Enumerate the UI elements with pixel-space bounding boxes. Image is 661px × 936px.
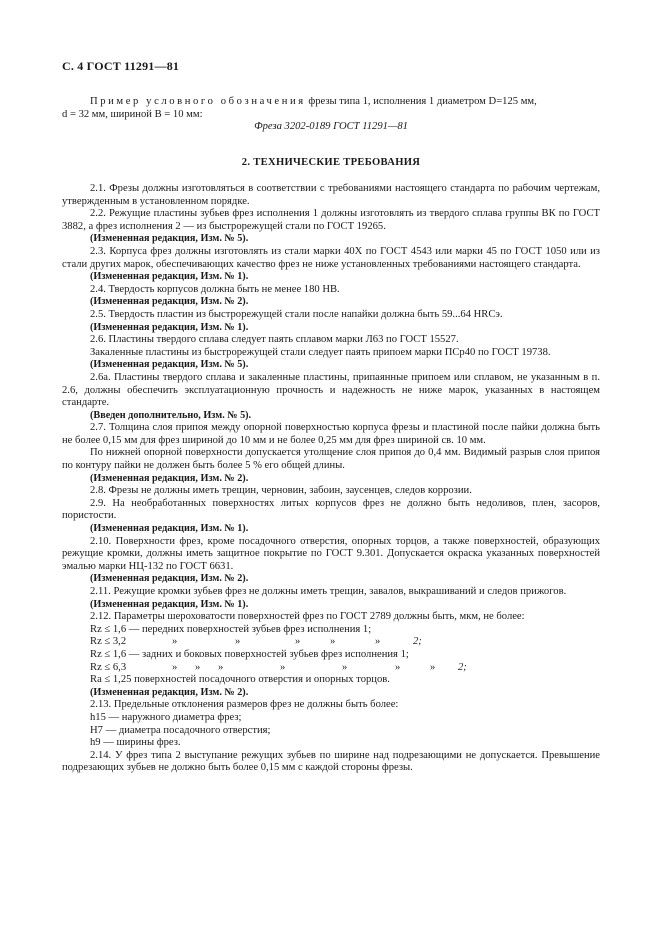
ditto-mark: » — [195, 661, 201, 673]
requirements-text — [62, 183, 600, 775]
ditto-mark: » — [295, 636, 301, 648]
amendment-note: (Измененная редакция, Изм. № 2). — [90, 296, 249, 308]
amendment-note: (Введен дополнительно, Изм. № 5). — [90, 409, 252, 421]
amendment-note: (Измененная редакция, Изм. № 1). — [90, 523, 249, 535]
para-2-6: 2.6. Пластины твердого сплава следует паять сплавом марки Л63 по ГОСТ 15527. — [90, 334, 459, 346]
roughness-item: Rz ≤ 1,6 — задних и боковых поверхностей зубьев фрез исполнения 1; — [90, 648, 409, 660]
example-line2: d = 32 мм, шириной B = 10 мм: — [62, 108, 203, 120]
amendment-note: (Измененная редакция, Изм. № 5). — [90, 359, 249, 371]
para-2-6-b: Закаленные пластины из быстрорежущей стали следует паять припоем марки ПСр40 по ГОСТ 19738. — [90, 346, 551, 358]
para-2-1: 2.1. Фрезы должны изготовляться в соответствии с требованиями настоящего стандарта по рабочим чертежам, утвержденным в установленном порядке. — [62, 183, 600, 207]
ditto-mark: » — [172, 661, 178, 673]
amendment-note: (Измененная редакция, Изм. № 2). — [90, 686, 249, 698]
para-2-14: 2.14. У фрез типа 2 выступание режущих зубьев по ширине над подрезающими не допускается. Превышение подрезающих зубьев не должно быть более 0,15 мм с каждой стороны фрезы. — [62, 749, 600, 774]
roughness-item: Rz ≤ 3,2 » » » » » 2; — [90, 636, 422, 648]
para-2-13: 2.13. Предельные отклонения размеров фрез не должны быть более: — [90, 699, 399, 711]
amendment-note: (Измененная редакция, Изм. № 1). — [90, 598, 249, 610]
page-header: С. 4 ГОСТ 11291—81 — [62, 59, 180, 73]
para-2-12: 2.12. Параметры шероховатости поверхностей фрез по ГОСТ 2789 должны быть, мкм, не более: — [90, 611, 525, 623]
para-2-2: 2.2. Режущие пластины зубьев фрез исполнения 1 должны изготовлять из твердого сплава группы ВК по ГОСТ 3882, а фрез исполнения 2 — из быстрорежущей стали по ГОСТ 19265. — [62, 208, 600, 232]
para-2-3: 2.3. Корпуса фрез должны изготовлять из стали марки 40Х по ГОСТ 4543 или марки 45 по ГОСТ 1050 или из стали других марок, обеспечивающих качество фрез не ниже установленных требованиями настоящего стандарта. — [62, 245, 600, 270]
amendment-note: (Измененная редакция, Изм. № 5). — [90, 233, 249, 245]
designation-example — [62, 96, 600, 121]
para-2-7: 2.7. Толщина слоя припоя между опорной поверхностью корпуса фрезы и пластиной после пайки должна быть не более 0,15 мм для фрез шириной до 10 мм и не более 0,25 мм для фрез шириной св. 10 мм. — [62, 422, 600, 446]
example-lead: Пример условного обозначения — [90, 96, 306, 107]
para-2-10: 2.10. Поверхности фрез, кроме посадочного отверстия, опорных торцов, а также поверхностей, образующих режущие кромки, должны иметь защитное покрытие по ГОСТ 9.301. Допускается окраска указанных поверхностей эмалью марки НЦ-132 по ГОСТ 6631. — [62, 535, 600, 572]
ditto-mark: » — [342, 661, 348, 673]
amendment-note: (Измененная редакция, Изм. № 2). — [90, 472, 249, 484]
ditto-end: 2; — [458, 661, 467, 673]
roughness-item: Rz ≤ 1,6 — передних поверхностей зубьев фрез исполнения 1; — [90, 623, 372, 635]
para-2-6a: 2.6а. Пластины твердого сплава и закаленные пластины, припаянные припоем или сплавом, не указанным в п. 2.6, должны обеспечить эксплуатационную прочность и надежность не ниже марок, указанных в настоящем стандарте. — [62, 371, 600, 409]
section-title: 2. ТЕХНИЧЕСКИЕ ТРЕБОВАНИЯ — [241, 157, 421, 168]
para-2-9: 2.9. На необработанных поверхностях литых корпусов фрез не должно быть недоливов, плен, засоров, пористости. — [62, 497, 600, 522]
example-designation: Фреза 3202-0189 ГОСТ 11291—81 — [254, 121, 408, 132]
amendment-note: (Измененная редакция, Изм. № 2). — [90, 573, 249, 585]
para-2-7-b: По нижней опорной поверхности допускается утолщение слоя припоя до 0,4 мм. Видимый разрыв слоя припоя по контуру пайки не должен быть более 5 % его общей длины. — [62, 447, 600, 472]
ditto-mark: » — [218, 661, 224, 673]
amendment-note: (Измененная редакция, Изм. № 1). — [90, 271, 249, 283]
ditto-mark: » — [330, 636, 336, 648]
ditto-mark: » — [395, 661, 401, 673]
roughness-item: Ra ≤ 1,25 поверхностей посадочного отверстия и опорных торцов. — [90, 674, 390, 686]
roughness-list — [62, 624, 600, 687]
amendment-note: (Измененная редакция, Изм. № 1). — [90, 321, 249, 333]
ditto-mark: » — [375, 636, 381, 648]
tolerance-item: h15 — наружного диаметра фрез; — [90, 711, 242, 723]
ditto-end: 2; — [413, 636, 422, 648]
tolerance-item: h9 — ширины фрез. — [90, 737, 181, 749]
ditto-mark: » — [235, 636, 241, 648]
para-2-4: 2.4. Твердость корпусов должна быть не менее 180 НВ. — [90, 283, 340, 295]
ditto-mark: » — [172, 636, 178, 648]
ditto-mark: » — [430, 661, 436, 673]
para-2-5: 2.5. Твердость пластин из быстрорежущей стали после напайки должна быть 59...64 HRCэ. — [90, 308, 503, 320]
roughness-item: Rz ≤ 6,3 » » » » » » » 2; — [90, 661, 467, 673]
para-2-8: 2.8. Фрезы не должны иметь трещин, черновин, забоин, заусенцев, следов коррозии. — [90, 485, 472, 497]
tolerance-item: H7 — диаметра посадочного отверстия; — [90, 724, 271, 736]
para-2-11: 2.11. Режущие кромки зубьев фрез не должны иметь трещин, завалов, выкрашиваний и следов прижогов. — [90, 586, 567, 597]
ditto-mark: » — [280, 661, 286, 673]
example-line1: фрезы типа 1, исполнения 1 диаметром D=125 мм, — [305, 96, 537, 107]
